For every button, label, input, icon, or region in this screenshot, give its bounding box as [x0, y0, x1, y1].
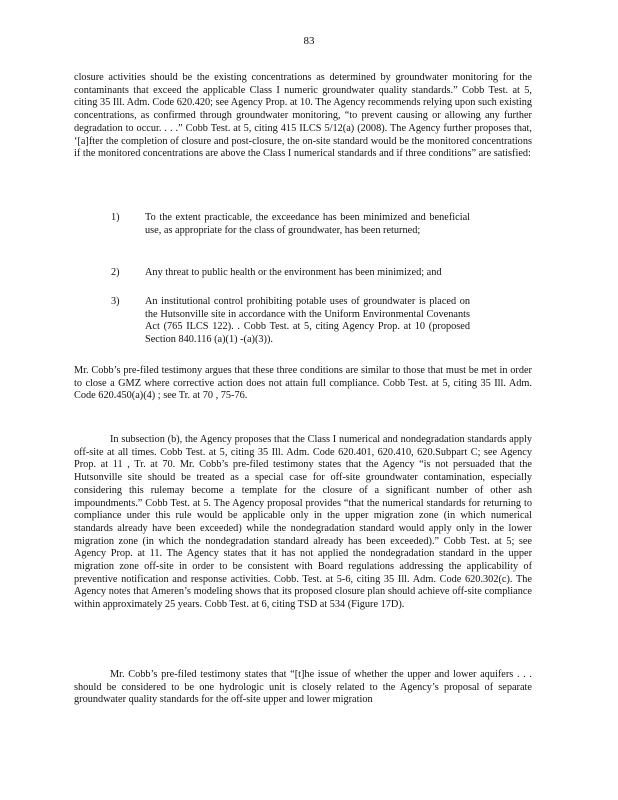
- paragraph-4: Mr. Cobb’s pre-filed testimony states that “[t]he issue of whether the upper and lower aquifers . . . should be considered to be one hydrologic unit is closely related to the Agency’s proposal of separate groundwater quality standards for the off-site upper and lower migration: [74, 669, 532, 706]
- list-item-text: An institutional control prohibiting potable uses of groundwater is placed on the Hutsonville site in accordance with the Uniform Environmental Covenants Act (765 ILCS 122). . Cobb Test. at 5, citing Agency Prop. at 10 (proposed Section 840.116 (a)(1) -(a)(3)).: [145, 296, 470, 345]
- paragraph-3: In subsection (b), the Agency proposes that the Class I numerical and nondegradation standards apply off-site at all times. Cobb Test. at 5, citing 35 Ill. Adm. Code 620.401, 620.410, 620.Subpart C; see Agency Prop. at 11 , Tr. at 70. Mr. Cobb’s pre-filed testimony states that the Agency “is not persuaded that the Hutsonville site should be treated as a special case for off-site groundwater contamination, especially considering this rulemay become a template for the closure of a significant number of other ash impoundments.” Cobb Test. at 5. The Agency proposal provides “that the numerical standards for returning to compliance under this rule would be applicable only in the upper migration zone (in which numerical standards already have been exceeded) while the nondegradation standard would apply only in the lower migration zone (in which the nondegradation standard already has been exceeded).” Cobb Test. at 5; see Agency Prop. at 11. The Agency states that it has not applied the nondegradation standard in the upper migration zone off-site in order to be consistent with Board regulations addressing the applicability of preventive notification and response activities. Cobb. Test. at 5-6, citing 35 Ill. Adm. Code 620.302(c). The Agency notes that Ameren’s modeling shows that its proposed closure plan should achieve off-site compliance within approximately 25 years. Cobb Test. at 6, citing TSD at 534 (Figure 17D).: [74, 434, 532, 611]
- list-item-text: Any threat to public health or the environment has been minimized; and: [145, 267, 442, 278]
- paragraph-2: Mr. Cobb’s pre-filed testimony argues that these three conditions are similar to those that must be met in order to close a GMZ where corrective action does not attain full compliance. Cobb Test. at 5, citing 35 Ill. Adm. Code 620.450(a)(4) ; see Tr. at 70 , 75-76.: [74, 365, 532, 402]
- list-item-text: To the extent practicable, the exceedance has been minimized and beneficial use, as appropriate for the class of groundwater, has been returned;: [145, 212, 470, 236]
- list-item-number: 2): [111, 267, 120, 278]
- page-number: 83: [303, 35, 315, 47]
- paragraph-1: closure activities should be the existing concentrations as determined by groundwater monitoring for the contaminants that exceed the applicable Class I numeric groundwater quality standards.” Cobb Test. at 5, citing 35 Ill. Adm. Code 620.420; see Agency Prop. at 10. The Agency recommends relying upon such existing concentrations, as confirmed through groundwater monitoring, “to prevent causing or allowing any further degradation to occur. . . .” Cobb Test. at 5, citing 415 ILCS 5/12(a) (2008). The Agency further proposes that, ‘[a]fter the completion of closure and post-closure, the on-site standard would be the monitored concentrations if the monitored concentrations are above the Class I numerical standards and if three conditions” are satisfied:: [74, 72, 532, 160]
- list-item-number: 1): [111, 212, 120, 223]
- list-item-number: 3): [111, 296, 120, 307]
